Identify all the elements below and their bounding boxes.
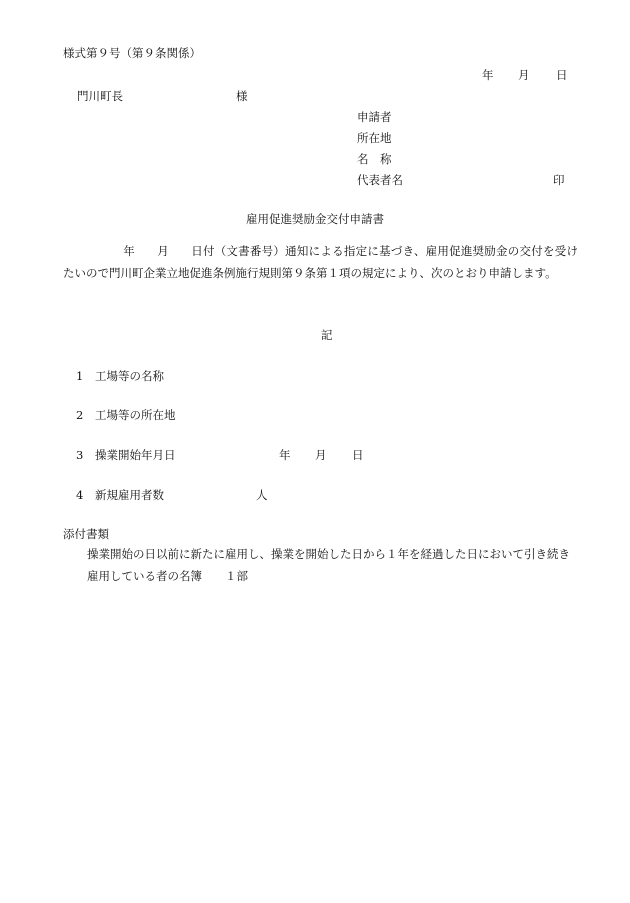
applicant-address-label: 所在地	[357, 131, 392, 145]
item-number: 1	[76, 369, 84, 383]
body-month: 月	[156, 244, 169, 258]
form-label: 様式第９号（第９条関係）	[63, 46, 201, 60]
applicant-label: 申請者	[357, 110, 392, 124]
document-title: 雇用促進奨励金交付申請書	[246, 212, 384, 226]
addressee-name: 門川町長	[77, 89, 123, 103]
item-day: 日	[352, 448, 364, 462]
item-label: 工場等の所在地	[95, 408, 176, 422]
body-paragraph	[63, 240, 578, 284]
applicant-name-label: 名 称	[357, 152, 392, 166]
item-number: 4	[76, 488, 84, 502]
attachments-heading: 添付書類	[63, 527, 109, 541]
item-year: 年	[279, 448, 291, 462]
date-month: 月	[518, 68, 530, 82]
item-label: 操業開始年月日	[95, 448, 176, 462]
addressee-honorific: 様	[236, 89, 248, 103]
item-unit: 人	[256, 488, 268, 502]
date-year: 年	[482, 68, 494, 82]
item-number: 2	[76, 408, 84, 422]
attachments-text: 操業開始の日以前に新たに雇用し、操業を開始した日から１年を経過した日において引き続き雇用している者の名簿 １部	[87, 547, 570, 583]
item-number: 3	[76, 448, 84, 462]
item-label: 工場等の名称	[95, 369, 164, 383]
item-month: 月	[315, 448, 327, 462]
applicant-representative-label: 代表者名	[357, 173, 403, 187]
date-day: 日	[556, 68, 568, 82]
seal-mark: 印	[553, 173, 565, 187]
body-text: 日付（文書番号）通知による指定に基づき、雇用促進奨励金の交付を受けたいので門川町企業立地促進条例施行規則第９条第１項の規定により、次のとおり申請します。	[63, 244, 578, 280]
item-label: 新規雇用者数	[95, 488, 164, 502]
body-year: 年	[123, 244, 135, 258]
ki-heading: 記	[321, 328, 333, 342]
